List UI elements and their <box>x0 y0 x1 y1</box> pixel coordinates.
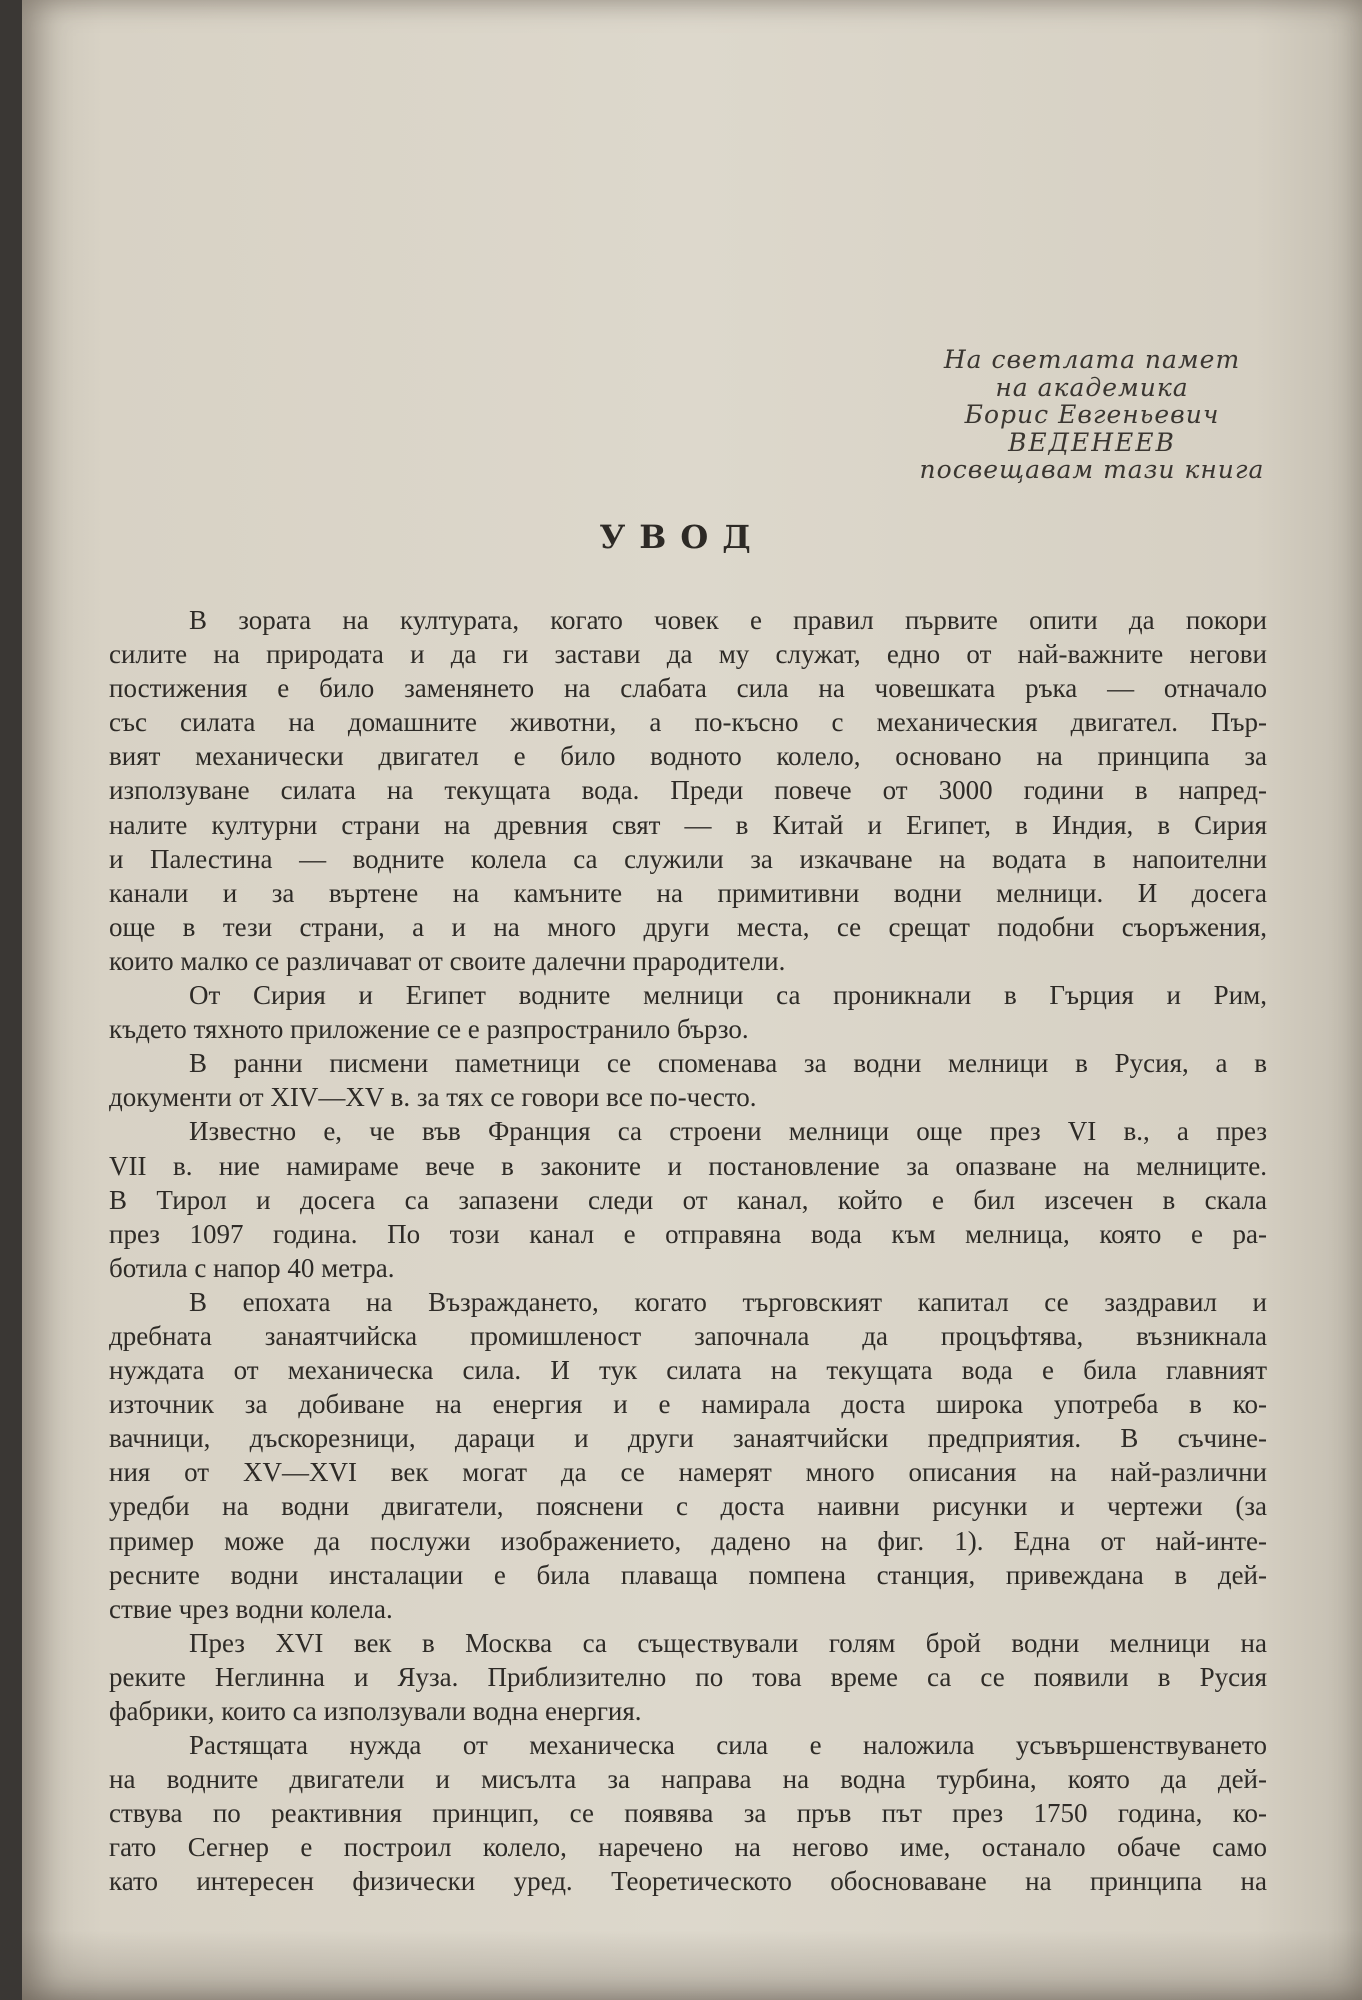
text-line: още в тези страни, а и на много други места, се срещат подобни съоръжения, <box>109 911 1267 942</box>
body-text <box>109 603 1267 1899</box>
book-page <box>22 0 1362 2000</box>
text-line: ботила с напор 40 метра. <box>109 1252 395 1283</box>
text-line: От Сирия и Египет водните мелници са проникнали в Гърция и Рим, <box>189 980 1267 1011</box>
text-line: нуждата от механическа сила. И тук силата на текущата вода е била главният <box>109 1355 1267 1386</box>
dedication <box>892 346 1292 484</box>
text-line: постижения е било заменянето на слабата сила на човешката ръка — отначало <box>109 673 1267 704</box>
text-line: вачници, дъскорезници, дараци и други занаятчийски предприятия. В съчине- <box>109 1423 1267 1454</box>
text-line: ния от XV—XVI век могат да се намерят много описания на най-различни <box>109 1457 1267 1488</box>
text-line: гато Сегнер е построил колело, наречено на негово име, останало обаче само <box>109 1832 1267 1863</box>
text-line: със силата на домашните животни, а по-късно с механическия двигател. Пър- <box>109 707 1267 738</box>
text-line: където тяхното приложение се е разпространило бързо. <box>109 1014 749 1045</box>
text-line: В епохата на Възраждането, когато търговският капитал се заздравил и <box>189 1286 1267 1317</box>
text-line: които малко се различават от своите далечни прародители. <box>109 945 786 976</box>
text-line: VII в. ние намираме вече в законите и постановление за опазване на мелниците. <box>109 1150 1267 1181</box>
text-line: документи от XIV—XV в. за тях се говори все по-често. <box>109 1082 757 1113</box>
dedication-line: На светлата памет <box>943 345 1241 374</box>
text-line: като интересен физически уред. Теоретическото обосноваване на принципа на <box>109 1866 1267 1897</box>
text-line: и Палестина — водните колела са служили за изкачване на водата в напоителни <box>109 843 1267 874</box>
dedication-line: на академика <box>995 372 1189 402</box>
text-line: В Тирол и досега са запазени следи от канал, който е бил изсечен в скала <box>109 1184 1267 1215</box>
text-line: налите културни страни на древния свят — в Китай и Египет, в Индия, в Сирия <box>109 809 1267 840</box>
text-line: В зората на културата, когато човек е правил първите опити да покори <box>189 605 1267 635</box>
text-line: дребната занаятчийска промишленост започнала да процъфтява, възникнала <box>109 1320 1267 1351</box>
text-line: уредби на водни двигатели, пояснени с доста наивни рисунки и чертежи (за <box>109 1491 1267 1522</box>
dedication-line: посвещавам тази книга <box>919 455 1265 484</box>
dedication-line: Борис Евгеньевич <box>964 400 1220 429</box>
text-line: канали и за въртене на камъните на примитивни водни мелници. И досега <box>109 877 1267 908</box>
text-line: вият механически двигател е било водното колело, основано на принципа за <box>109 741 1267 772</box>
text-line: ствие чрез водни колела. <box>109 1593 393 1624</box>
text-line: силите на природата и да ги застави да му служат, едно от най-важните негови <box>109 639 1267 670</box>
text-line: През XVI век в Москва са съществували голям брой водни мелници на <box>189 1627 1267 1658</box>
text-line: ствува по реактивния принцип, се появява за пръв път през 1750 година, ко- <box>109 1798 1267 1829</box>
text-line: В ранни писмени паметници се споменава за водни мелници в Русия, а в <box>189 1048 1267 1079</box>
text-line: фабрики, които са използували водна енергия. <box>109 1696 642 1726</box>
chapter-title: УВОД <box>599 518 765 556</box>
text-line: източник за добиване на енергия и е намирала доста широка употреба в ко- <box>109 1389 1267 1420</box>
text-line: използуване силата на текущата вода. Преди повече от 3000 години в напред- <box>109 775 1267 806</box>
text-line: Растящата нужда от механическа сила е наложила усъвършенствуването <box>189 1730 1267 1761</box>
text-line: през 1097 година. По този канал е отправяна вода към мелница, която е ра- <box>109 1218 1267 1249</box>
text-line: ресните водни инсталации е била плаваща помпена станция, привеждана в дей- <box>109 1559 1267 1590</box>
text-line: пример може да послужи изображението, дадено на фиг. 1). Една от най-инте- <box>109 1525 1267 1556</box>
text-line: Известно е, че във Франция са строени мелници още през VI в., а през <box>189 1116 1267 1147</box>
dedication-name: ВЕДЕНЕЕВ <box>1008 427 1176 457</box>
text-line: на водните двигатели и мисълта за направа на водна турбина, която да дей- <box>109 1764 1267 1795</box>
text-line: реките Неглинна и Яуза. Приблизително по това време са се появили в Русия <box>109 1661 1267 1692</box>
